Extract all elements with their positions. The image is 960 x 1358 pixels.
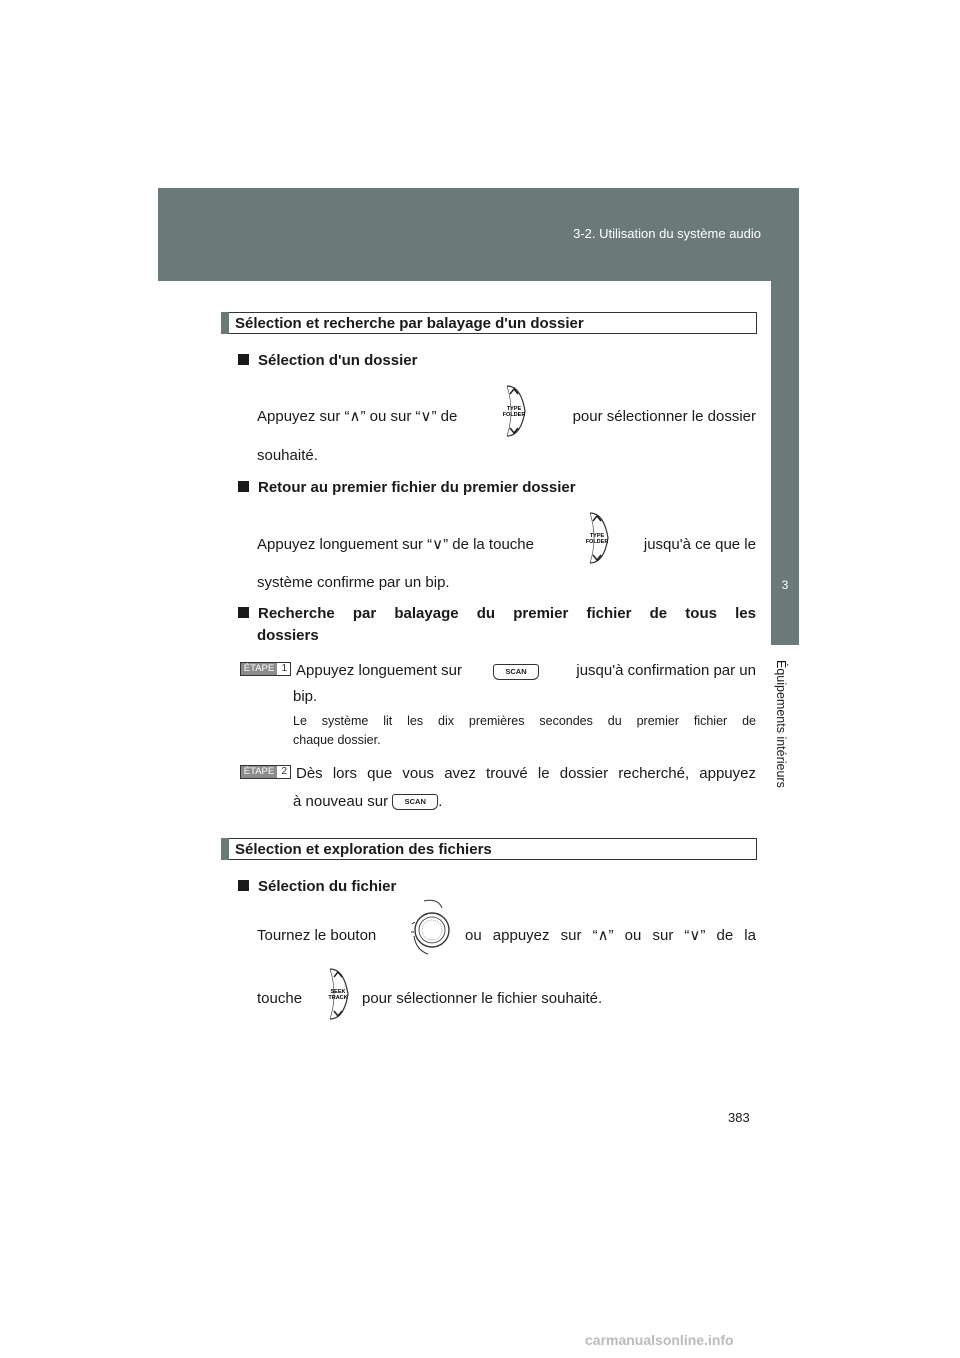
chapter-number: 3 <box>781 578 789 592</box>
page-number: 383 <box>728 1110 750 1125</box>
paragraph-line: jusqu'à confirmation par un <box>576 662 756 679</box>
paragraph-line: Tournez le bouton <box>257 927 377 944</box>
section-heading-folder <box>221 312 757 334</box>
seek-track-button-icon <box>322 966 358 1022</box>
paragraph-line: ou appuyez sur “∧” ou sur “∨” de la <box>465 927 756 944</box>
bullet-heading <box>238 878 396 895</box>
footer-watermark[interactable]: carmanualsonline.info <box>585 1332 734 1348</box>
bullet-heading <box>238 352 417 369</box>
tune-knob-icon <box>404 898 460 958</box>
section-title: Sélection et exploration des fichiers <box>235 841 492 858</box>
chapter-tab <box>771 551 799 645</box>
step-label: ÉTAPE <box>241 766 277 778</box>
bullet-heading <box>238 479 576 496</box>
paragraph-line <box>545 406 756 428</box>
side-band <box>771 281 799 551</box>
seek-label: SEEK <box>330 989 346 995</box>
text-run: pour sélectionner le dossier <box>572 408 756 425</box>
text-run: . <box>438 793 443 810</box>
paragraph-line: pour sélectionner le fichier souhaité. <box>362 990 603 1007</box>
heading-accent-bar <box>221 838 229 860</box>
step-badge-2 <box>240 765 291 779</box>
paragraph-line: touche <box>257 990 303 1007</box>
type-folder-button-icon <box>578 510 618 566</box>
text-run: à nouveau sur <box>293 793 389 810</box>
step-badge-1 <box>240 662 291 676</box>
bullet-square-icon <box>238 481 249 492</box>
heading-accent-bar <box>221 312 229 334</box>
chapter-title: Équipements intérieurs <box>774 660 788 788</box>
text-run: Appuyez sur “∧” ou sur “∨” de <box>257 408 458 425</box>
paragraph-line: Dès lors que vous avez trouvé le dossier recherché, appuyez <box>296 765 756 782</box>
paragraph-line: jusqu'à ce que le <box>643 536 756 553</box>
paragraph-line <box>293 791 442 813</box>
section-heading-files <box>221 838 757 860</box>
folder-label: FOLDER <box>502 412 526 418</box>
note-line: chaque dossier. <box>293 733 381 747</box>
scan-button-icon: SCAN <box>392 794 438 810</box>
bullet-heading <box>238 605 756 622</box>
track-label: TRACK <box>328 995 348 1001</box>
bullet-title: Recherche par balayage du premier fichier de tous les <box>258 605 756 622</box>
section-breadcrumb: 3-2. Utilisation du système audio <box>573 226 761 241</box>
bullet-title: Sélection d'un dossier <box>258 352 418 369</box>
section-title: Sélection et recherche par balayage d'un dossier <box>235 315 584 332</box>
step-label: ÉTAPE <box>241 663 277 675</box>
folder-label: FOLDER <box>585 539 609 545</box>
bullet-square-icon <box>238 607 249 618</box>
bullet-heading-continued: dossiers <box>257 627 319 644</box>
bullet-title: Retour au premier fichier du premier dossier <box>258 479 576 496</box>
scan-button-icon: SCAN <box>493 664 539 680</box>
step-number: 1 <box>281 663 287 674</box>
header-band <box>158 188 799 281</box>
paragraph-line: Appuyez longuement sur “∨” de la touche <box>257 536 534 553</box>
note-line: Le système lit les dix premières secondes du premier fichier de <box>293 714 756 728</box>
bullet-square-icon <box>238 354 249 365</box>
bullet-title: Sélection du fichier <box>258 878 397 895</box>
paragraph-line: Appuyez longuement sur <box>296 662 462 679</box>
paragraph-line <box>257 406 457 428</box>
type-label: TYPE <box>506 406 522 412</box>
paragraph-line: système confirme par un bip. <box>257 574 450 591</box>
bullet-square-icon <box>238 880 249 891</box>
type-label: TYPE <box>589 533 605 539</box>
step-number: 2 <box>281 766 287 777</box>
type-folder-button-icon <box>495 383 535 439</box>
paragraph-line: souhaité. <box>257 447 318 464</box>
paragraph-line: bip. <box>293 688 318 705</box>
